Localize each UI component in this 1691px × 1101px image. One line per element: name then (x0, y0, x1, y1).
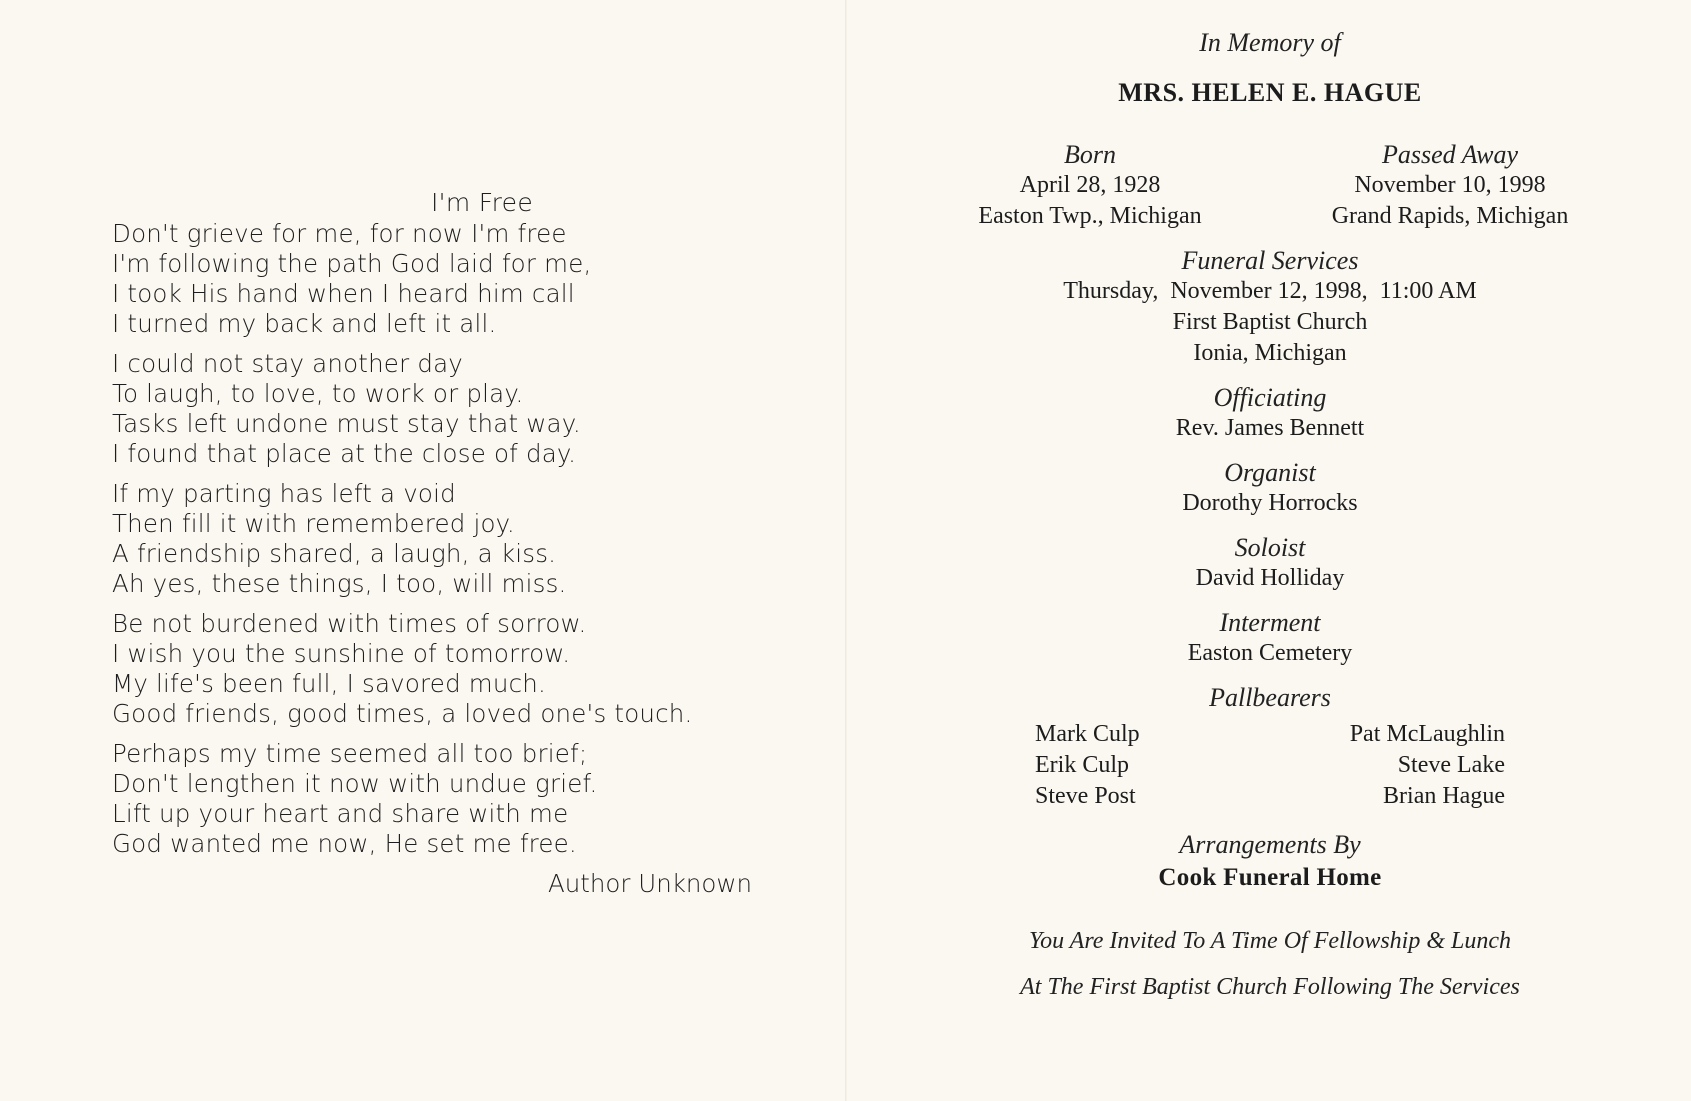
funeral-home-name: Cook Funeral Home (1158, 864, 1382, 891)
funeral-section (960, 246, 1580, 369)
poem-line: Good friends, good times, a loved one's touch. (112, 699, 693, 728)
stanza (112, 479, 762, 599)
interment-label: Interment (1219, 608, 1321, 637)
stanza (112, 219, 762, 339)
organist-section (960, 458, 1580, 519)
officiating-name: Rev. James Bennett (1175, 415, 1365, 441)
poem-line: Perhaps my time seemed all too brief; (112, 739, 588, 768)
born-place: Easton Twp., Michigan (978, 203, 1202, 229)
soloist-section (960, 533, 1580, 594)
poem-line: Don't lengthen it now with undue grief. (112, 769, 598, 798)
poem-line: I could not stay another day (112, 349, 463, 378)
pallbearers-list (1035, 719, 1505, 812)
pallbearer-name: Steve Lake (1397, 752, 1505, 778)
soloist-label: Soloist (1234, 533, 1306, 562)
passed-column (1300, 140, 1600, 232)
organist-name: Dorothy Horrocks (1182, 490, 1358, 516)
arrangements-label: Arrangements By (1179, 830, 1361, 859)
born-label: Born (1064, 140, 1116, 169)
poem-line: Tasks left undone must stay that way. (112, 409, 581, 438)
poem-line: If my parting has left a void (112, 479, 456, 508)
poem-title: I'm Free (431, 188, 533, 217)
passed-place: Grand Rapids, Michigan (1331, 203, 1569, 229)
soloist-name: David Holliday (1195, 565, 1345, 591)
funeral-city: Ionia, Michigan (1193, 340, 1347, 366)
poem-line: A friendship shared, a laugh, a kiss. (112, 539, 557, 568)
poem-line: Be not burdened with times of sorrow. (112, 609, 587, 638)
pallbearers-label: Pallbearers (1209, 683, 1331, 712)
interment-place: Easton Cemetery (1187, 640, 1353, 666)
poem-line: I found that place at the close of day. (112, 439, 577, 468)
pallbearer-name: Steve Post (1035, 783, 1136, 809)
fold-line (845, 0, 847, 1101)
poem-line: My life's been full, I savored much. (112, 669, 546, 698)
pallbearers-section (960, 683, 1580, 812)
born-date: April 28, 1928 (1019, 172, 1161, 198)
stanza (112, 349, 762, 469)
pallbearers-right (1350, 719, 1505, 812)
funeral-label: Funeral Services (1181, 246, 1359, 275)
passed-label: Passed Away (1381, 140, 1519, 169)
poem-line: I'm following the path God laid for me, (112, 249, 592, 278)
pallbearer-name: Erik Culp (1035, 752, 1129, 778)
interment-section (960, 608, 1580, 669)
invite-line: You Are Invited To A Time Of Fellowship & Lunch (1028, 928, 1512, 954)
poem-line: Ah yes, these things, I too, will miss. (112, 569, 567, 598)
fellowship-invitation (960, 918, 1580, 1010)
birth-death-block (960, 140, 1580, 232)
poem-line: God wanted me now, He set me free. (112, 829, 577, 858)
officiating-section (960, 383, 1580, 444)
poem-line: I took His hand when I heard him call (112, 279, 575, 308)
invite-line: At The First Baptist Church Following The Services (1020, 974, 1520, 1000)
funeral-datetime: Thursday, November 12, 1998, 11:00 AM (1063, 278, 1477, 304)
poem-line: To laugh, to love, to work or play. (112, 379, 524, 408)
poem-author: Author Unknown (547, 869, 752, 898)
memory-heading: In Memory of (1199, 28, 1341, 57)
pallbearer-name: Pat McLaughlin (1349, 721, 1505, 747)
service-panel (960, 28, 1580, 1010)
passed-date: November 10, 1998 (1354, 172, 1546, 198)
pallbearers-left (1035, 719, 1140, 812)
poem-line: Lift up your heart and share with me (112, 799, 569, 828)
born-column (940, 140, 1240, 232)
officiating-label: Officiating (1213, 383, 1327, 412)
funeral-venue: First Baptist Church (1172, 309, 1368, 335)
stanza (112, 609, 762, 729)
poem-line: Then fill it with remembered joy. (112, 509, 515, 538)
stanza (112, 739, 762, 859)
pallbearer-name: Brian Hague (1383, 783, 1505, 809)
pallbearer-name: Mark Culp (1035, 721, 1140, 747)
organist-label: Organist (1224, 458, 1316, 487)
arrangements-section (960, 830, 1580, 892)
poem-line: Don't grieve for me, for now I'm free (112, 219, 567, 248)
deceased-name: MRS. HELEN E. HAGUE (1118, 78, 1422, 107)
poem-line: I wish you the sunshine of tomorrow. (112, 639, 571, 668)
poem-panel (112, 188, 762, 898)
poem-line: I turned my back and left it all. (112, 309, 497, 338)
